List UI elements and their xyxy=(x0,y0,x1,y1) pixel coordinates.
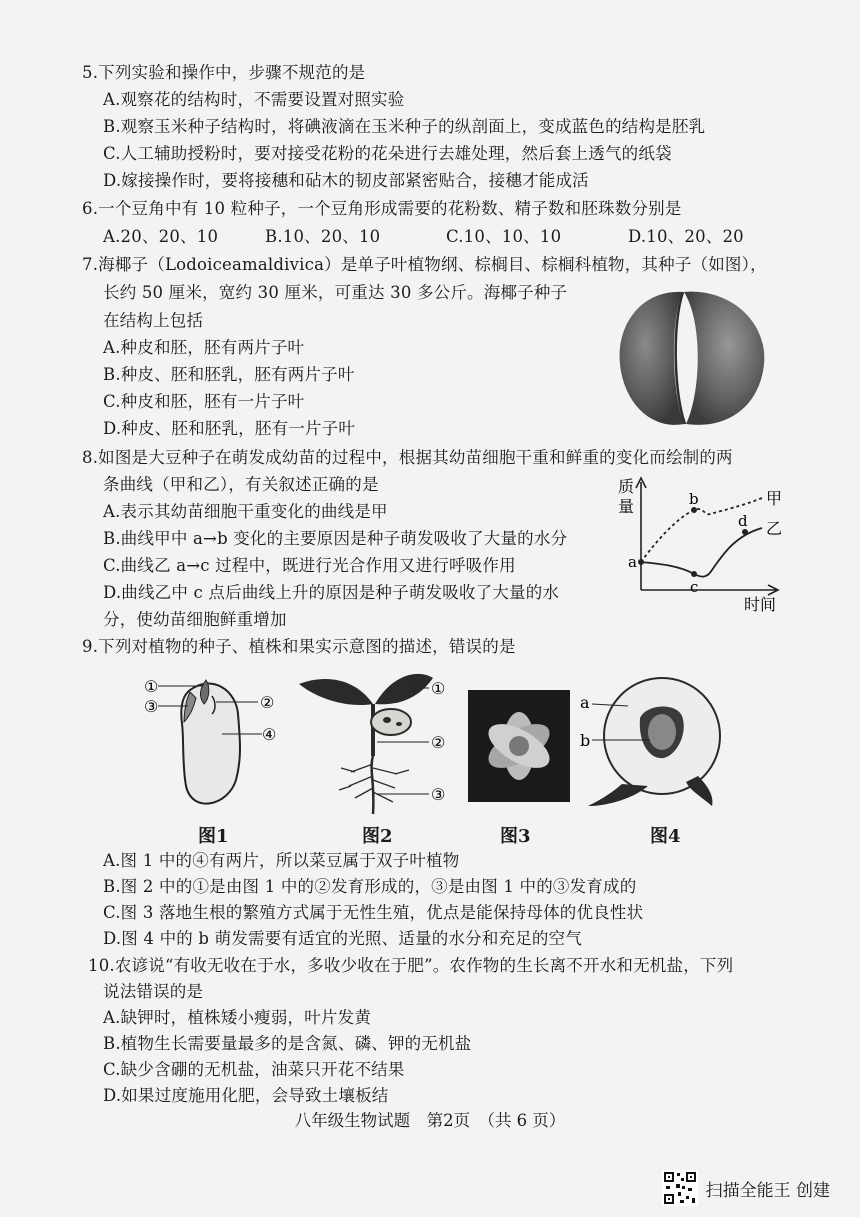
scanner-watermark xyxy=(662,1170,830,1206)
q6-stem: 6.一个豆角中有 10 粒种子，一个豆角形成需要的花粉数、精子数和胚珠数分别是 xyxy=(82,199,682,218)
q7-option-b: B.种皮、胚和胚乳，胚有两片子叶 xyxy=(103,365,355,384)
q8-option-d-cont: 分，使幼苗细胞鲜重增加 xyxy=(103,610,287,629)
q8-option-c: C.曲线乙 a→c 过程中，既进行光合作用又进行呼吸作用 xyxy=(103,556,516,575)
fig2-caption: 图2 xyxy=(362,826,393,847)
fig1-caption: 图1 xyxy=(198,826,229,847)
fig4-label-a: a xyxy=(580,693,590,712)
q10-option-a: A.缺钾时，植株矮小瘦弱，叶片发黄 xyxy=(103,1008,372,1027)
q7-option-a: A.种皮和胚，胚有两片子叶 xyxy=(103,338,305,357)
q9-stem: 9.下列对植物的种子、植株和果实示意图的描述，错误的是 xyxy=(82,637,516,656)
label-d: d xyxy=(738,512,748,530)
fig4-label-b: b xyxy=(580,731,591,750)
q5-option-c: C.人工辅助授粉时，要对接受花粉的花朵进行去雄处理，然后套上透气的纸袋 xyxy=(103,144,672,163)
graph-xlabel: 时间 xyxy=(744,595,777,614)
q9-option-b: B.图 2 中的①是由图 1 中的②发育形成的，③是由图 1 中的③发育成的 xyxy=(103,877,637,896)
q7-stem-line1: 7.海椰子（Lodoiceamaldivica）是单子叶植物纲、棕榈目、棕榈科植物，其种子（如图）， xyxy=(82,255,767,274)
q6-option-b: B.10、20、10 xyxy=(265,227,381,246)
sea-coconut-seed-image xyxy=(612,284,772,434)
q8-stem-line1: 8.如图是大豆种子在萌发成幼苗的过程中，根据其幼苗细胞干重和鲜重的变化而绘制的两 xyxy=(82,448,733,467)
q7-option-c: C.种皮和胚，胚有一片子叶 xyxy=(103,392,305,411)
label-b: b xyxy=(689,490,699,508)
graph-ylabel-1: 质 xyxy=(618,477,635,496)
fig4-peach-fruit xyxy=(578,666,738,816)
fig1-label-2: ② xyxy=(260,693,275,712)
fig1-label-3: ③ xyxy=(144,697,159,716)
fig2-label-2: ② xyxy=(431,733,446,752)
q8-option-d: D.曲线乙中 c 点后曲线上升的原因是种子萌发吸收了大量的水 xyxy=(103,583,560,602)
q7-option-d: D.种皮、胚和胚乳，胚有一片子叶 xyxy=(103,419,356,438)
page-footer: 八年级生物试题 第2页 （共 6 页） xyxy=(294,1111,566,1130)
q6-option-c: C.10、10、10 xyxy=(446,227,562,246)
q10-option-d: D.如果过度施用化肥，会导致土壤板结 xyxy=(103,1086,389,1105)
label-yi: 乙 xyxy=(766,519,783,538)
q10-stem-line2: 说法错误的是 xyxy=(103,982,204,1001)
fig2-seedling xyxy=(295,664,455,824)
scanner-text: 扫描全能王 创建 xyxy=(705,1180,830,1201)
q9-option-c: C.图 3 落地生根的繁殖方式属于无性生殖，优点是能保持母体的优良性状 xyxy=(103,903,644,922)
q6-option-a: A.20、20、10 xyxy=(103,227,219,246)
q10-stem-line1: 10.农谚说“有收无收在于水，多收少收在于肥”。农作物的生长离不开水和无机盐，下列 xyxy=(88,956,734,975)
fig1-label-1: ① xyxy=(144,677,159,696)
fig1-label-4: ④ xyxy=(262,725,277,744)
q5-option-b: B.观察玉米种子结构时，将碘液滴在玉米种子的纵剖面上，变成蓝色的结构是胚乳 xyxy=(103,117,706,136)
qr-code-icon xyxy=(662,1170,698,1206)
q7-stem-line2: 长约 50 厘米，宽约 30 厘米，可重达 30 多公斤。海椰子种子 xyxy=(103,283,568,302)
q5-stem: 5.下列实验和操作中，步骤不规范的是 xyxy=(82,63,366,82)
q8-stem-line2: 条曲线（甲和乙），有关叙述正确的是 xyxy=(103,475,379,494)
q5-option-a: A.观察花的结构时，不需要设置对照实验 xyxy=(103,90,405,109)
q10-option-c: C.缺少含硼的无机盐，油菜只开花不结果 xyxy=(103,1060,405,1079)
fig2-label-3: ③ xyxy=(431,785,446,804)
point-a xyxy=(638,559,644,565)
fig2-label-1: ① xyxy=(431,679,446,698)
q7-stem-line3: 在结构上包括 xyxy=(103,311,204,330)
q6-option-d: D.10、20、20 xyxy=(628,227,744,246)
label-a: a xyxy=(628,553,637,571)
graph-ylabel-2: 量 xyxy=(618,497,635,516)
q8-weight-graph xyxy=(612,470,792,620)
q8-option-b: B.曲线甲中 a→b 变化的主要原因是种子萌发吸收了大量的水分 xyxy=(103,529,568,548)
fig1-bean-seed xyxy=(144,668,290,818)
q10-option-b: B.植物生长需要量最多的是含氮、磷、钾的无机盐 xyxy=(103,1034,472,1053)
q9-option-a: A.图 1 中的④有两片，所以菜豆属于双子叶植物 xyxy=(103,851,460,870)
curve-yi xyxy=(641,528,762,577)
fig4-caption: 图4 xyxy=(650,826,681,847)
q8-option-a: A.表示其幼苗细胞干重变化的曲线是甲 xyxy=(103,502,388,521)
label-c: c xyxy=(690,578,699,596)
q9-option-d: D.图 4 中的 b 萌发需要有适宜的光照、适量的水分和充足的空气 xyxy=(103,929,583,948)
fig3-kalanchoe-photo xyxy=(468,690,570,802)
label-jia: 甲 xyxy=(766,489,783,508)
fig3-caption: 图3 xyxy=(500,826,531,847)
q5-option-d: D.嫁接操作时，要将接穗和砧木的韧皮部紧密贴合，接穗才能成活 xyxy=(103,171,589,190)
point-c xyxy=(691,571,697,577)
